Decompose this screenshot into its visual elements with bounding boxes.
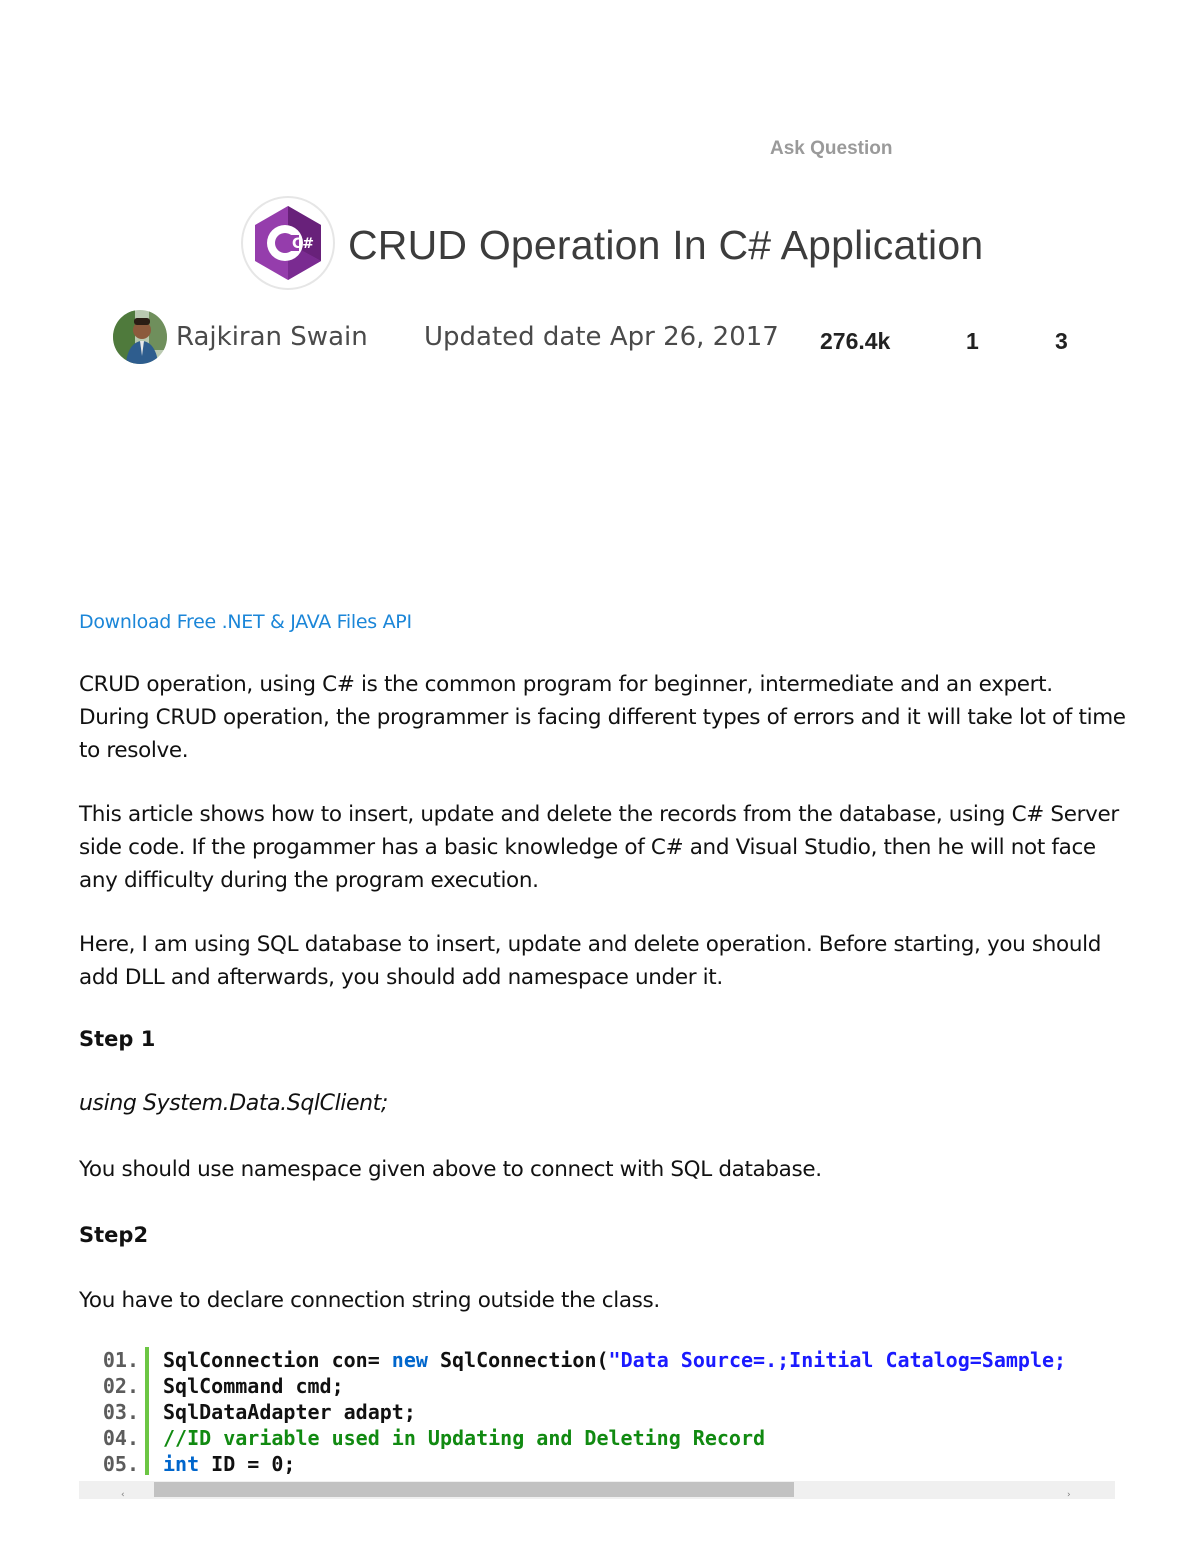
code-comment: //ID variable used in Updating and Deleting Record <box>163 1426 766 1450</box>
line-number: 02. <box>102 1374 139 1398</box>
updated-date: Updated date Apr 26, 2017 <box>424 322 779 352</box>
views-count: 276.4k <box>820 328 891 354</box>
code-line <box>79 1347 1066 1373</box>
page-title: CRUD Operation In C# Application <box>348 222 984 268</box>
csharp-logo <box>243 198 333 288</box>
ask-question-link[interactable]: Ask Question <box>770 138 893 159</box>
step-1-heading: Step 1 <box>79 1027 156 1051</box>
code-token: SqlConnection con= <box>163 1348 392 1372</box>
likes-count: 1 <box>966 328 979 354</box>
code-horizontal-scrollbar[interactable] <box>79 1481 1115 1499</box>
download-files-api-link[interactable]: Download Free .NET & JAVA Files API <box>79 611 412 633</box>
code-line <box>79 1399 416 1425</box>
description-paragraph: This article shows how to insert, update and delete the records from the database, using C# Server side code. If the progammer has a basic knowledge of C# and Visual Studio, then he will not face any difficulty during the program execution. <box>79 802 1119 893</box>
namespace-paragraph: You should use namespace given above to connect with SQL database. <box>79 1157 822 1182</box>
line-number: 04. <box>102 1426 139 1450</box>
code-token: ID = 0; <box>199 1452 296 1476</box>
author-name[interactable]: Rajkiran Swain <box>176 322 368 352</box>
code-line <box>79 1451 295 1477</box>
csharp-glyph: C# <box>291 236 315 252</box>
code-keyword: int <box>163 1452 200 1476</box>
step-2-heading: Step2 <box>79 1223 149 1247</box>
line-number: 01. <box>102 1348 139 1372</box>
setup-paragraph: Here, I am using SQL database to insert, update and delete operation. Before starting, you should add DLL and afterwards, you should add namespace under it. <box>79 932 1102 990</box>
code-token: SqlConnection( <box>427 1348 609 1372</box>
code-keyword: new <box>391 1348 428 1372</box>
line-number: 03. <box>102 1400 139 1424</box>
comments-count: 3 <box>1055 328 1068 354</box>
csharp-hexagon-icon <box>243 198 333 288</box>
intro-paragraph: CRUD operation, using C# is the common program for beginner, intermediate and an expert. During CRUD operation, the programmer is facing different types of errors and it will take lot of time to resolve. <box>79 672 1126 763</box>
author-avatar[interactable] <box>113 310 167 364</box>
using-statement: using System.Data.SqlClient; <box>79 1091 388 1116</box>
code-token: SqlCommand cmd; <box>163 1374 344 1398</box>
avatar-image-icon <box>113 310 167 364</box>
connection-string-paragraph: You have to declare connection string outside the class. <box>79 1288 660 1313</box>
code-line <box>79 1373 344 1399</box>
scrollbar-thumb[interactable] <box>154 1482 794 1497</box>
scroll-left-arrow-icon[interactable]: ‹ <box>121 1490 125 1500</box>
line-number: 05. <box>102 1452 139 1476</box>
scroll-right-arrow-icon[interactable]: › <box>1067 1490 1071 1500</box>
code-block <box>79 1345 1115 1481</box>
code-line <box>79 1425 765 1451</box>
code-token: SqlDataAdapter adapt; <box>163 1400 416 1424</box>
code-string: "Data Source=.;Initial Catalog=Sample; <box>608 1348 1067 1372</box>
